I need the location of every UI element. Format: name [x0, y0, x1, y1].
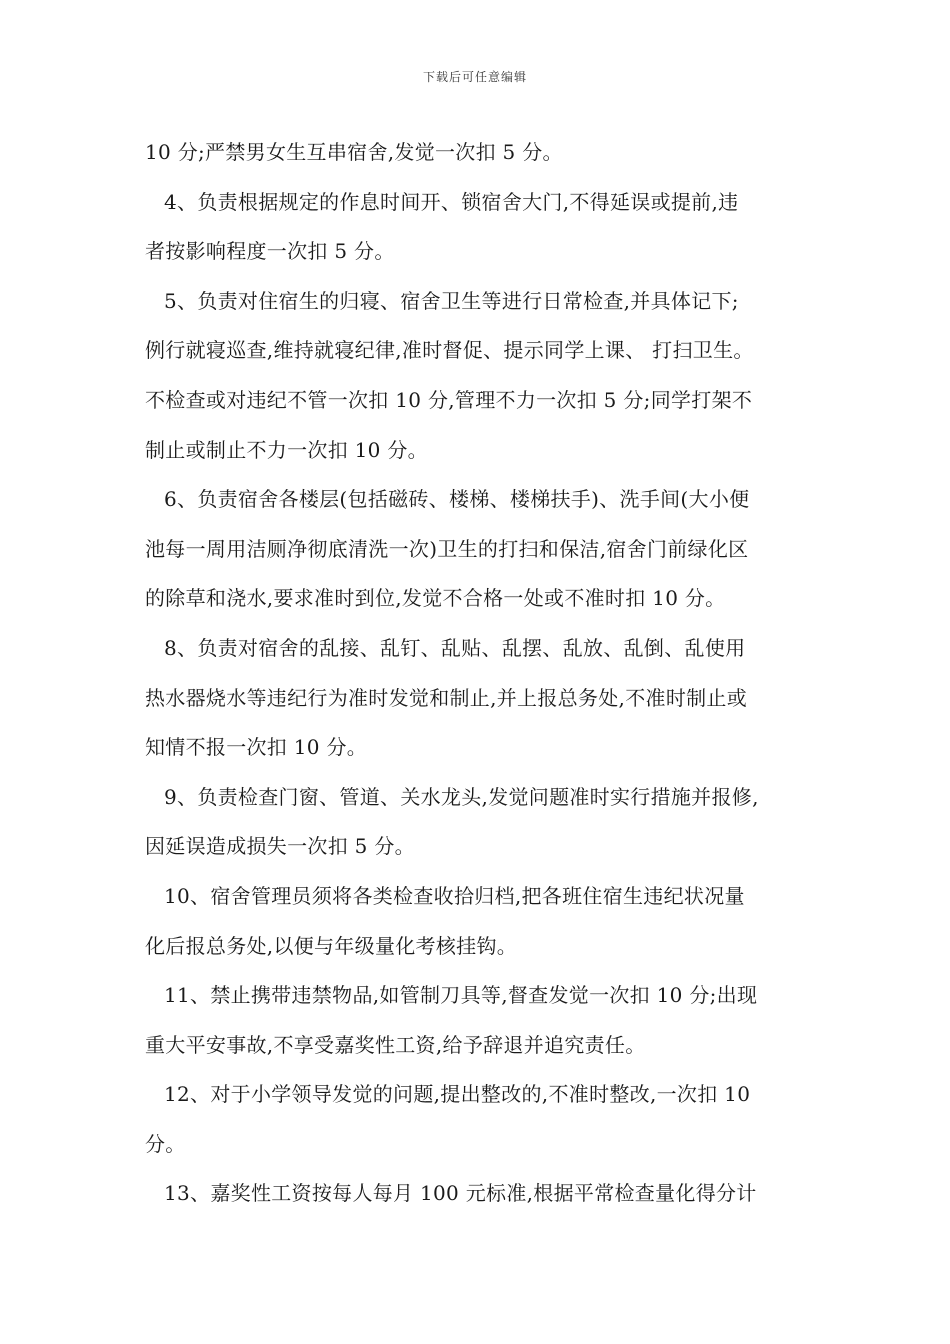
text-line: 制止或制止不力一次扣 10 分。 — [145, 437, 428, 462]
text-line: 不检查或对违纪不管一次扣 10 分,管理不力一次扣 5 分;同学打架不 — [145, 387, 753, 412]
text-line: 11、禁止携带违禁物品,如管制刀具等,督查发觉一次扣 10 分;出现 — [164, 983, 758, 1008]
text-line: 例行就寝巡查,维持就寝纪律,准时督促、提示同学上课、 打扫卫生。 — [145, 338, 754, 363]
page-header: 下载后可任意编辑 — [422, 70, 527, 84]
text-line: 的除草和浇水,要求准时到位,发觉不合格一处或不准时扣 10 分。 — [145, 586, 726, 611]
text-line: 6、负责宿舍各楼层(包括磁砖、楼梯、楼梯扶手)、洗手间(大小便 — [164, 487, 750, 512]
text-line: 8、负责对宿舍的乱接、乱钉、乱贴、乱摆、乱放、乱倒、乱使用 — [164, 635, 746, 660]
text-line: 10、宿舍管理员须将各类检查收拾归档,把各班住宿生违纪状况量 — [164, 883, 745, 908]
text-line: 化后报总务处,以便与年级量化考核挂钩。 — [145, 933, 518, 958]
document-body — [145, 128, 810, 1219]
text-line: 5、负责对住宿生的归寝、宿舍卫生等进行日常检查,并具体记下; — [164, 288, 739, 313]
text-line: 者按影响程度一次扣 5 分。 — [145, 239, 395, 264]
text-line: 分。 — [145, 1131, 186, 1156]
text-line: 知情不报一次扣 10 分。 — [145, 735, 368, 760]
text-line: 热水器烧水等违纪行为准时发觉和制止,并上报总务处,不准时制止或 — [145, 685, 748, 710]
text-line: 4、负责根据规定的作息时间开、锁宿舍大门,不得延误或提前,违 — [164, 189, 739, 214]
text-line: 池每一周用洁厕净彻底清洗一次)卫生的打扫和保洁,宿舍门前绿化区 — [145, 536, 749, 561]
text-line: 9、负责检查门窗、管道、关水龙头,发觉问题准时实行措施并报修, — [164, 784, 759, 809]
text-line: 12、对于小学领导发觉的问题,提出整改的,不准时整改,一次扣 10 — [164, 1082, 751, 1107]
text-line: 13、嘉奖性工资按每人每月 100 元标准,根据平常检查量化得分计 — [164, 1181, 757, 1206]
text-line: 10 分;严禁男女生互串宿舍,发觉一次扣 5 分。 — [145, 140, 563, 164]
text-line: 因延误造成损失一次扣 5 分。 — [145, 834, 415, 859]
text-line: 重大平安事故,不享受嘉奖性工资,给予辞退并追究责任。 — [145, 1032, 646, 1057]
